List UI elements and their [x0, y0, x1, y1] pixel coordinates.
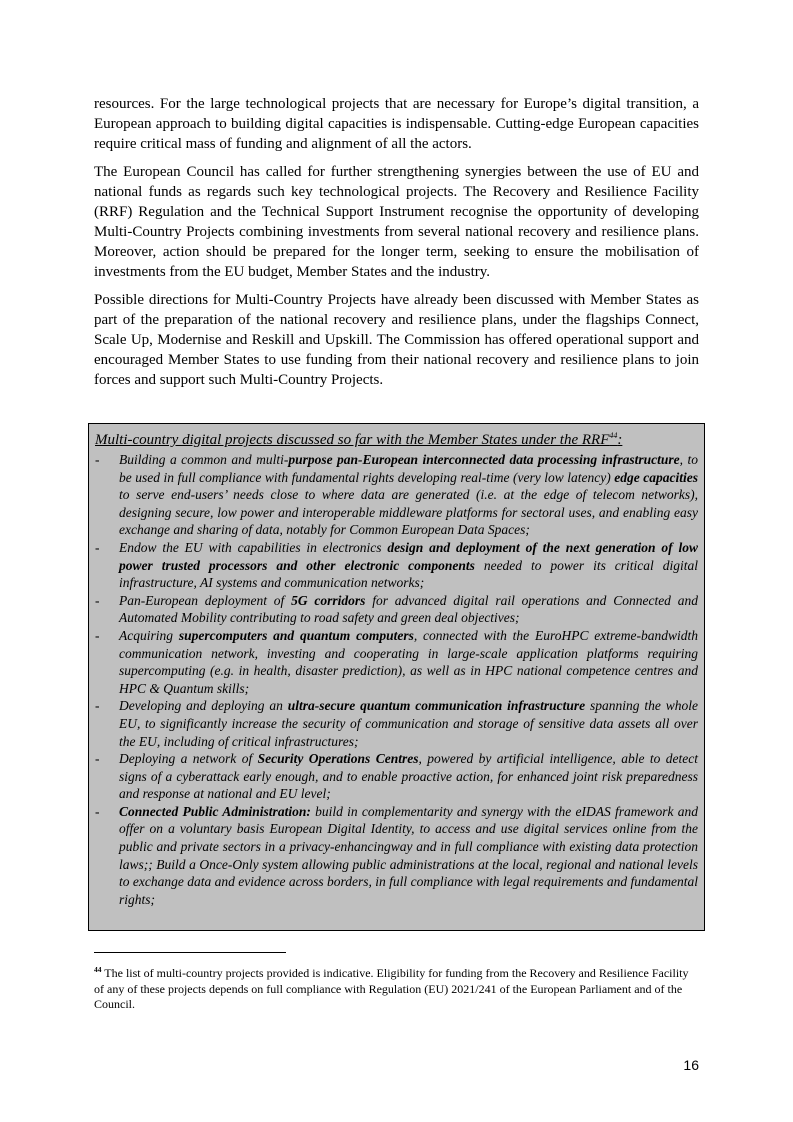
footnote-text: The list of multi-country projects provided is indicative. Eligibility for funding from the Recovery and Resilience Facility of any of these projects depends on full compliance with Regulation (EU) 2021/241 of the European Parliament and of the Council. — [94, 966, 689, 1011]
project-item-7: - Connected Public Administration: build in complementarity and synergy with the eIDAS framework and offer on a voluntary basis European Digital Identity, to access and use digital services online from the public and private sectors in a privacy-enhancingway and in full compliance with existing data protection laws;; Build a Once-Only system allowing public administrations at the local, regional and national levels to exchange data and evidence across borders, in full compliance with legal requirements and fundamental rights; — [95, 803, 698, 909]
project-item-6: - Deploying a network of Security Operations Centres, powered by artificial intelligence, able to detect signs of a cyberattack early enough, and to enable proactive action, for enhanced joint risk preparedness and response at national and EU level; — [95, 750, 698, 803]
body-paragraph-2: The European Council has called for further strengthening synergies between the use of EU and national funds as regards such key technological projects. The Recovery and Resilience Facility (RRF) Regulation and the Technical Support Instrument recognise the opportunity of developing Multi-Country Projects combining investments from several national recovery and resilience plans. Moreover, action should be prepared for the longer term, seeking to ensure the mobilisation of investments from the EU budget, Member States and the industry. — [94, 164, 699, 280]
box-title — [95, 426, 698, 450]
footnote-separator — [94, 952, 286, 953]
page-number: 16 — [683, 1057, 699, 1073]
project-item-3: - Pan-European deployment of 5G corridors for advanced digital rail operations and Connected and Automated Mobility contributing to road safety and green deal objectives; — [95, 592, 698, 627]
multi-country-projects-box — [88, 423, 705, 931]
footnote-reference[interactable]: 44 — [609, 431, 618, 440]
project-item-5: - Developing and deploying an ultra-secure quantum communication infrastructure spanning the whole EU, to significantly increase the security of communication and storage of sensitive data assets all over the EU, including of critical infrastructures; — [95, 697, 698, 750]
project-list — [95, 451, 698, 908]
project-item-4: - Acquiring supercomputers and quantum computers, connected with the EuroHPC extreme-bandwidth communication network, investing and cooperating in large-scale application platforms requiring supercomputing (e.g. in health, disaster prediction), as well as in HPC national competence centres and HPC & Quantum skills; — [95, 627, 698, 697]
body-paragraph-1: resources. For the large technological projects that are necessary for Europe’s digital transition, a European approach to building digital capacities is indispensable. Cutting-edge European capacities require critical mass of funding and alignment of all the actors. — [94, 96, 699, 152]
project-item-1: - Building a common and multi-purpose pan-European interconnected data processing infrastructure, to be used in full compliance with fundamental rights developing real-time (very low latency) edge capacities to serve end-users’ needs close to where data are generated (i.e. at the edge of telecom networks), designing secure, low power and interoperable middleware platforms for sectoral uses, and enabling easy exchange and sharing of data, notably for Common European Data Spaces; — [95, 451, 698, 539]
box-title-suffix: : — [617, 432, 623, 448]
box-title-text: Multi-country digital projects discussed so far with the Member States under the RRF — [95, 432, 610, 448]
footnote — [94, 962, 694, 1013]
project-item-2: - Endow the EU with capabilities in electronics design and deployment of the next generation of low power trusted processors and other electronic components needed to power its critical digital infrastructure, AI systems and communication networks; — [95, 539, 698, 592]
footnote-marker: 44 — [94, 965, 102, 974]
body-paragraph-3: Possible directions for Multi-Country Projects have already been discussed with Member States as part of the preparation of the national recovery and resilience plans, under the flagships Connect, Scale Up, Modernise and Reskill and Upskill. The Commission has offered operational support and encouraged Member States to use funding from their national recovery and resilience plans to join forces and support such Multi-Country Projects. — [94, 292, 699, 388]
